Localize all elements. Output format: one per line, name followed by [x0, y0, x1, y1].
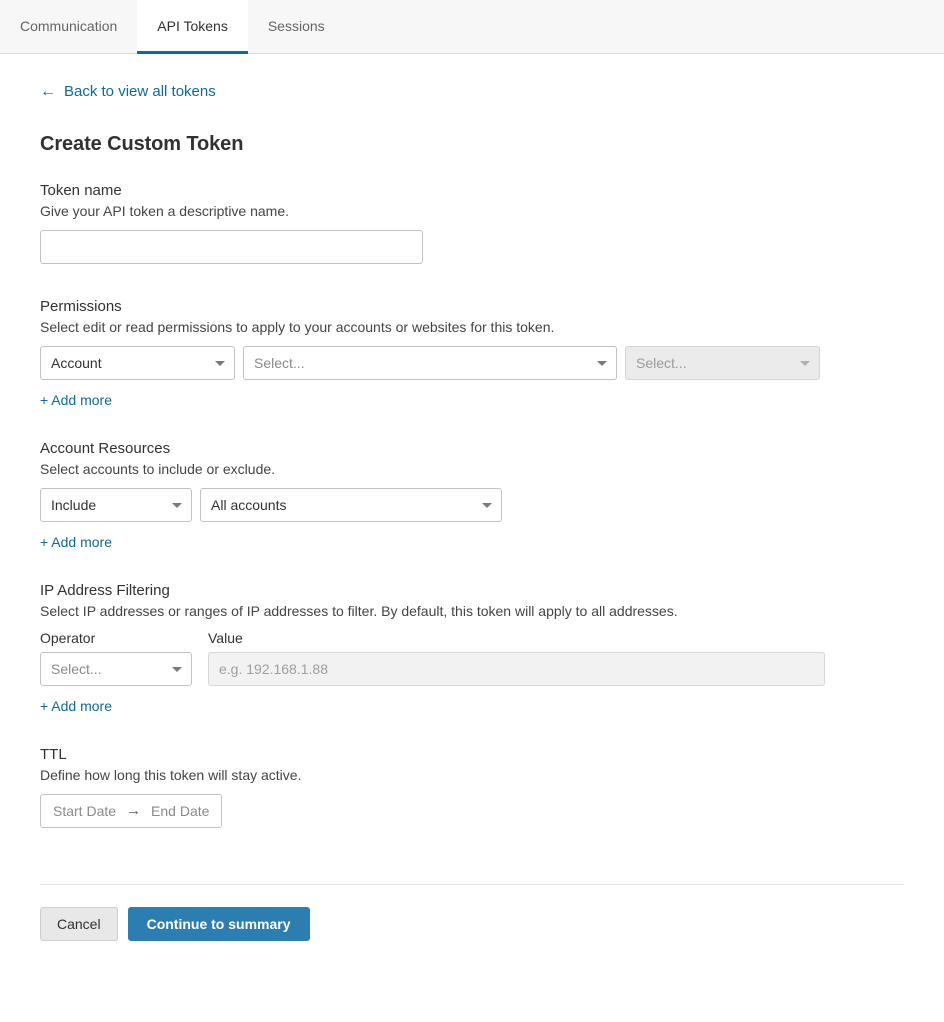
ip-value-label: Value: [208, 629, 243, 646]
token-name-input[interactable]: [40, 230, 423, 264]
tab-sessions[interactable]: [248, 0, 345, 54]
footer-divider: [40, 884, 904, 885]
ip-filtering-add-more[interactable]: + Add more: [40, 697, 112, 714]
permissions-add-more[interactable]: + Add more: [40, 391, 112, 408]
page-title: Create Custom Token: [40, 132, 244, 155]
token-name-title: Token name: [40, 181, 122, 199]
ip-operator-value: Select...: [51, 660, 102, 677]
ttl-date-range[interactable]: [40, 794, 222, 828]
arrow-right-icon: →: [126, 802, 142, 819]
back-to-tokens-link[interactable]: [40, 83, 216, 100]
cancel-button[interactable]: Cancel: [40, 907, 118, 941]
section-account-resources: [40, 440, 904, 552]
ttl-description: Define how long this token will stay active.: [40, 766, 302, 783]
permissions-level-select: [625, 346, 820, 380]
permissions-resource-value: Select...: [254, 354, 305, 371]
ip-filtering-title: IP Address Filtering: [40, 581, 170, 599]
ip-filtering-description: Select IP addresses or ranges of IP addresses to filter. By default, this token will apply to all addresses.: [40, 602, 678, 619]
permissions-level-value: Select...: [636, 354, 687, 371]
permissions-resource-select[interactable]: [243, 346, 617, 380]
account-resources-add-more[interactable]: + Add more: [40, 533, 112, 550]
permissions-title: Permissions: [40, 297, 122, 315]
account-resources-account-select[interactable]: [200, 488, 502, 522]
chevron-down-icon: [482, 503, 492, 508]
ttl-end-date[interactable]: End Date: [151, 802, 210, 819]
account-resources-title: Account Resources: [40, 439, 171, 457]
account-resources-mode-select[interactable]: [40, 488, 192, 522]
ip-operator-select[interactable]: [40, 652, 192, 686]
ip-value-input[interactable]: [208, 652, 825, 686]
section-ttl: [40, 746, 904, 828]
ip-operator-label: Operator: [40, 629, 96, 646]
chevron-down-icon: [800, 361, 810, 366]
tab-api-tokens-label: API Tokens: [157, 17, 228, 34]
account-resources-row: [40, 488, 904, 522]
token-name-description: Give your API token a descriptive name.: [40, 202, 290, 219]
tab-bar: [0, 0, 944, 54]
chevron-down-icon: [172, 667, 182, 672]
tab-communication[interactable]: [0, 0, 137, 54]
chevron-down-icon: [215, 361, 225, 366]
tab-communication-label: Communication: [20, 17, 118, 34]
section-ip-filtering: [40, 582, 904, 716]
chevron-down-icon: [597, 361, 607, 366]
permissions-description: Select edit or read permissions to apply to your accounts or websites for this token.: [40, 318, 555, 335]
arrow-left-icon: ←: [40, 82, 56, 100]
ttl-title: TTL: [40, 745, 67, 763]
account-resources-description: Select accounts to include or exclude.: [40, 460, 276, 477]
ttl-start-date[interactable]: Start Date: [53, 802, 117, 819]
page-content: [0, 54, 944, 971]
tab-api-tokens[interactable]: [137, 0, 248, 54]
section-token-name: [40, 182, 904, 264]
ip-filtering-row: [40, 630, 904, 686]
footer-actions: [40, 907, 904, 971]
permissions-scope-value: Account: [51, 354, 102, 371]
permissions-row: [40, 346, 904, 380]
section-permissions: [40, 298, 904, 410]
chevron-down-icon: [172, 503, 182, 508]
account-resources-mode-value: Include: [51, 496, 97, 513]
tab-sessions-label: Sessions: [267, 17, 325, 34]
permissions-scope-select[interactable]: [40, 346, 235, 380]
account-resources-account-value: All accounts: [211, 496, 287, 513]
back-to-tokens-label: Back to view all tokens: [64, 83, 216, 100]
continue-to-summary-button[interactable]: Continue to summary: [128, 907, 310, 941]
